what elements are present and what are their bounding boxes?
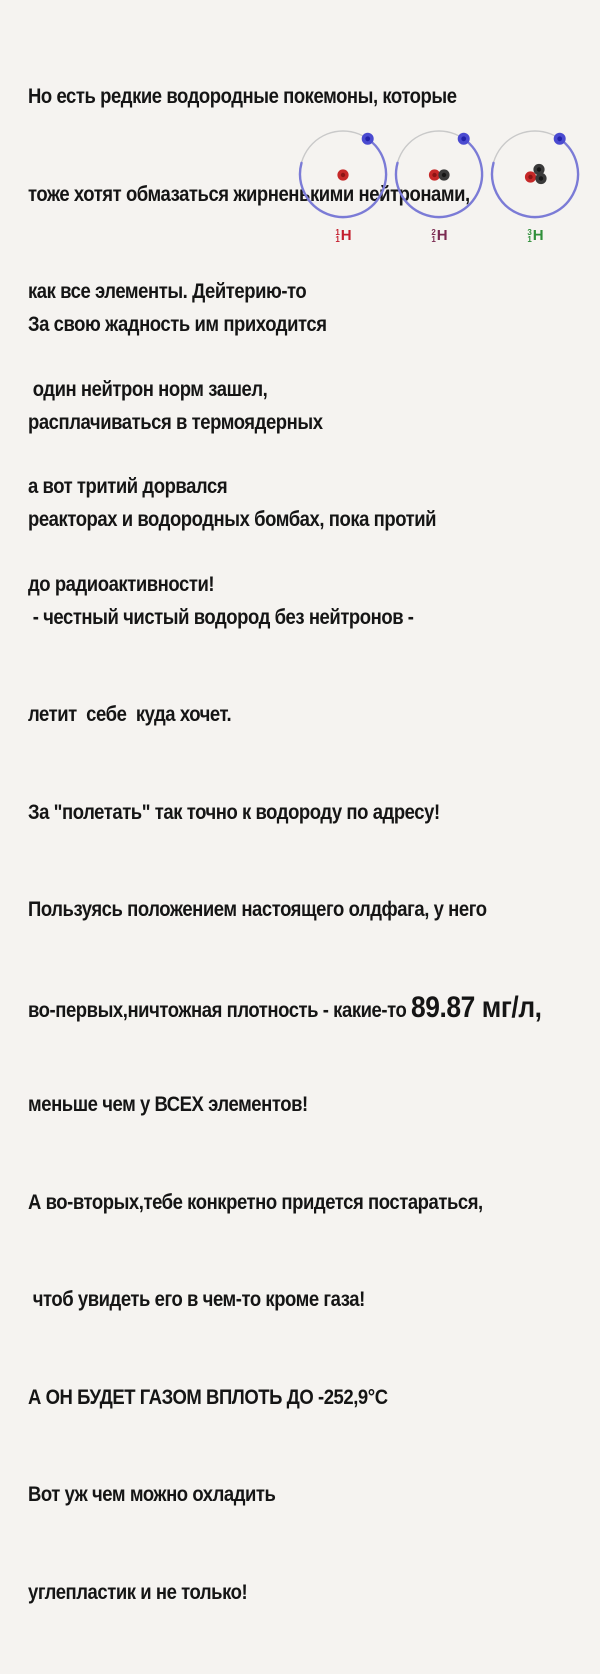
isotope-numbers: 1 1	[335, 227, 340, 244]
text-line: как все элементы. Дейтерию-то	[28, 280, 307, 303]
isotope-symbol: H	[532, 227, 544, 244]
text-line: до радиоактивности!	[28, 572, 215, 596]
atom-protium	[296, 124, 391, 243]
atom-diagram-protium-icon	[296, 124, 391, 224]
paragraph-main	[28, 244, 600, 1674]
text-line-density	[28, 992, 600, 1025]
atom-diagram-deuterium-icon	[392, 124, 487, 224]
text-line: углепластик и не только!	[28, 1580, 248, 1604]
text-line: летит себе куда хочет.	[28, 703, 232, 726]
isotope-numbers: 2 1	[431, 227, 436, 244]
text-line: тоже хотят обмазаться жирненькими нейтронами,	[28, 182, 470, 206]
text-line: Вот уж чем можно охладить	[28, 1483, 276, 1506]
atom-diagram-tritium-icon	[488, 124, 583, 224]
text-line: расплачиваться в термоядерных	[28, 410, 323, 434]
text-line: За "полетать" так точно к водороду по адресу!	[28, 800, 440, 824]
text-line: Пользуясь положением настоящего олдфага, у него	[28, 898, 487, 921]
density-value: 89.87 мг/л,	[411, 990, 542, 1024]
text-line: реакторах и водородных бомбах, пока протий	[28, 508, 437, 531]
isotope-label-tritium	[527, 228, 543, 243]
text-line: меньше чем у ВСЕХ элементов!	[28, 1093, 308, 1116]
atom-deuterium	[392, 124, 487, 243]
atom-tritium	[488, 124, 583, 243]
text-line: А во-вторых,тебе конкретно придется постараться,	[28, 1190, 483, 1214]
density-prefix: во-первых,ничтожная плотность - какие-то	[28, 998, 412, 1022]
isotope-symbol: H	[436, 227, 448, 244]
isotope-numbers: 3 1	[527, 227, 532, 244]
text-line: Но есть редкие водородные покемоны, которые	[28, 85, 457, 108]
isotope-symbol: H	[340, 227, 352, 244]
text-line: чтоб увидеть его в чем-то кроме газа!	[28, 1288, 365, 1311]
isotope-label-protium	[335, 228, 351, 243]
isotope-label-deuterium	[431, 228, 447, 243]
text-line: а вот тритий дорвался	[28, 475, 228, 498]
text-line: А ОН БУДЕТ ГАЗОМ ВПЛОТЬ ДО -252,9°С	[28, 1385, 388, 1409]
isotope-diagrams	[296, 124, 583, 243]
text-line: - честный чистый водород без нейтронов -	[28, 605, 414, 629]
text-line: один нейтрон норм зашел,	[28, 377, 268, 401]
text-line: За свою жадность им приходится	[28, 313, 327, 336]
